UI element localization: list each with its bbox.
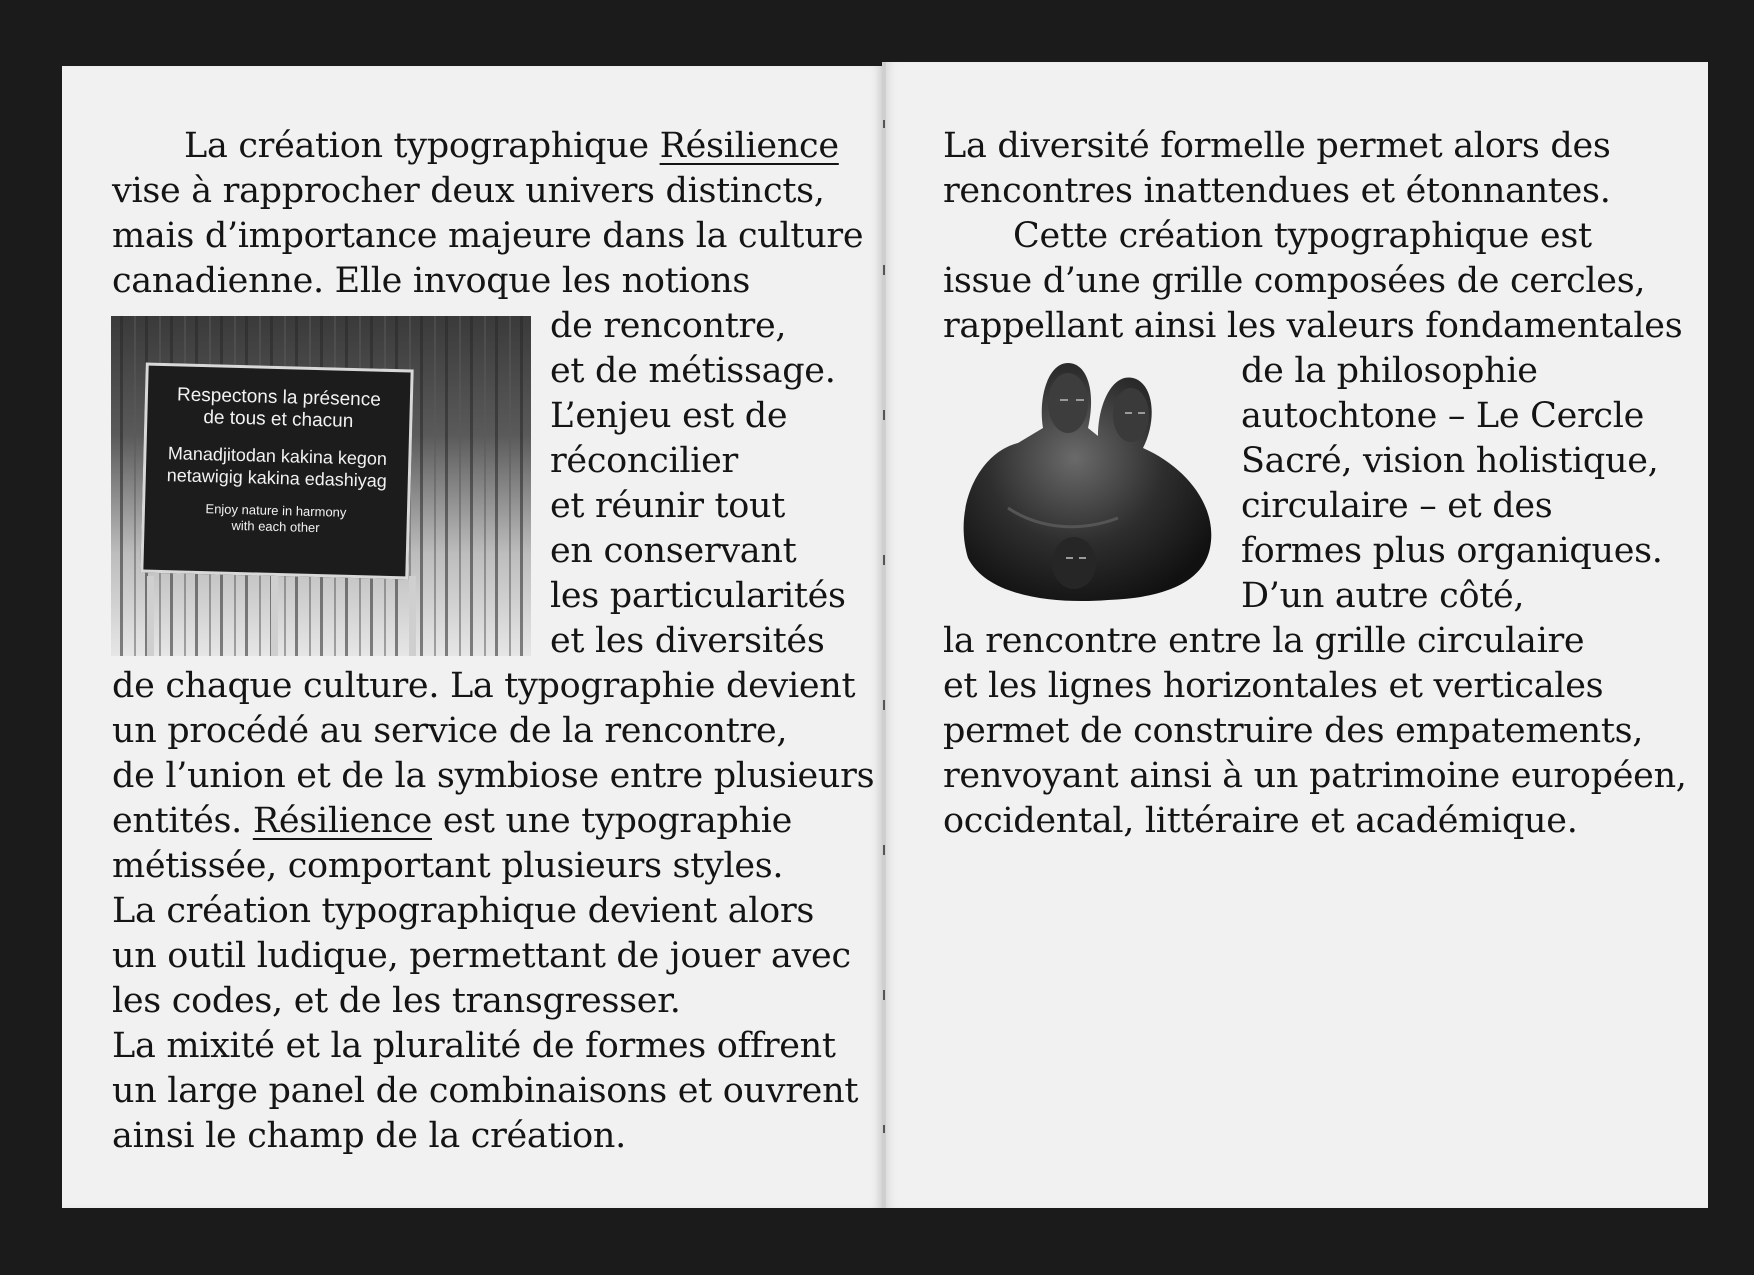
sign-line: Respectons la présence [176, 384, 382, 411]
left-text-line: un large panel de combinaisons et ouvrent [112, 1071, 859, 1111]
forest-sign-photo [111, 316, 531, 656]
left-text-line: métissée, comportant plusieurs styles. [112, 846, 784, 886]
sign-line: de tous et chacun [203, 407, 354, 432]
resilience-title: Résilience [659, 126, 839, 166]
right-text-line: circulaire – et des [1241, 486, 1553, 526]
left-text-line: les codes, et de les transgresser. [112, 981, 681, 1021]
right-text-line: la rencontre entre la grille circulaire [943, 621, 1585, 661]
left-text-line: en conservant [550, 531, 797, 571]
sculpture-face [1048, 373, 1088, 433]
left-text-line: La création typographique Résilience [184, 126, 839, 166]
binding-stitch [883, 700, 885, 710]
left-text-line: les particularités [550, 576, 846, 616]
right-text-line: occidental, littéraire et académique. [943, 801, 1578, 841]
sign-line: Enjoy nature in harmony [205, 501, 347, 520]
right-text-line: et les lignes horizontales et verticales [943, 666, 1604, 706]
sign-board [140, 363, 413, 580]
left-text-line: et les diversités [550, 621, 825, 661]
left-text-line: de rencontre, [550, 306, 787, 346]
binding-stitch [883, 555, 885, 565]
left-text-line: L’enjeu est de [550, 396, 788, 436]
left-text-line: La mixité et la pluralité de formes offrent [112, 1026, 836, 1066]
left-text-line: canadienne. Elle invoque les notions [112, 261, 751, 301]
binding-stitch [883, 120, 885, 128]
right-text-line: La diversité formelle permet alors des [943, 126, 1611, 166]
left-text-line: et réunir tout [550, 486, 786, 526]
right-text-line: Sacré, vision holistique, [1241, 441, 1659, 481]
sculpture-face [1052, 537, 1096, 589]
sign-post [271, 576, 278, 656]
left-text-line: mais d’importance majeure dans la culture [112, 216, 864, 256]
left-text-line: La création typographique devient alors [112, 891, 815, 931]
binding-stitch [883, 845, 885, 855]
right-text-line: formes plus organiques. [1241, 531, 1663, 571]
right-text-line: D’un autre côté, [1241, 576, 1525, 616]
right-text-line: rappellant ainsi les valeurs fondamentales [943, 306, 1683, 346]
sculpture-photo [948, 358, 1222, 608]
binding-stitch [883, 990, 885, 1000]
sign-post [147, 576, 154, 656]
book-gutter [882, 62, 886, 1208]
left-text-line: un procédé au service de la rencontre, [112, 711, 788, 751]
left-text-line: entités. Résilience est une typographie [112, 801, 793, 841]
left-text-line: vise à rapprocher deux univers distincts, [112, 171, 825, 211]
resilience-title: Résilience [252, 801, 432, 841]
right-text-line: issue d’une grille composées de cercles, [943, 261, 1646, 301]
right-text-line: permet de construire des empatements, [943, 711, 1644, 751]
right-text-line: renvoyant ainsi à un patrimoine européen, [943, 756, 1687, 796]
sculpture-face [1113, 388, 1149, 442]
left-text-line: de l’union et de la symbiose entre plusieurs [112, 756, 875, 796]
sign-line: netawigig kakina edashiyag [166, 465, 388, 491]
binding-stitch [883, 410, 885, 420]
right-text-line: de la philosophie [1241, 351, 1538, 391]
left-text-line: ainsi le champ de la création. [112, 1116, 626, 1156]
right-text-line: rencontres inattendues et étonnantes. [943, 171, 1611, 211]
left-text-line: réconcilier [550, 441, 738, 481]
binding-stitch [883, 1125, 885, 1133]
left-text-line: de chaque culture. La typographie devient [112, 666, 856, 706]
right-text-line: autochtone – Le Cercle [1241, 396, 1645, 436]
sign-post [409, 576, 416, 656]
sign-line: with each other [231, 517, 320, 536]
left-text-line: un outil ludique, permettant de jouer avec [112, 936, 851, 976]
sign-line: Manadjitodan kakina kegon [167, 443, 388, 469]
left-text-line: et de métissage. [550, 351, 836, 391]
right-text-line: Cette création typographique est [1013, 216, 1592, 256]
binding-stitch [883, 265, 885, 275]
